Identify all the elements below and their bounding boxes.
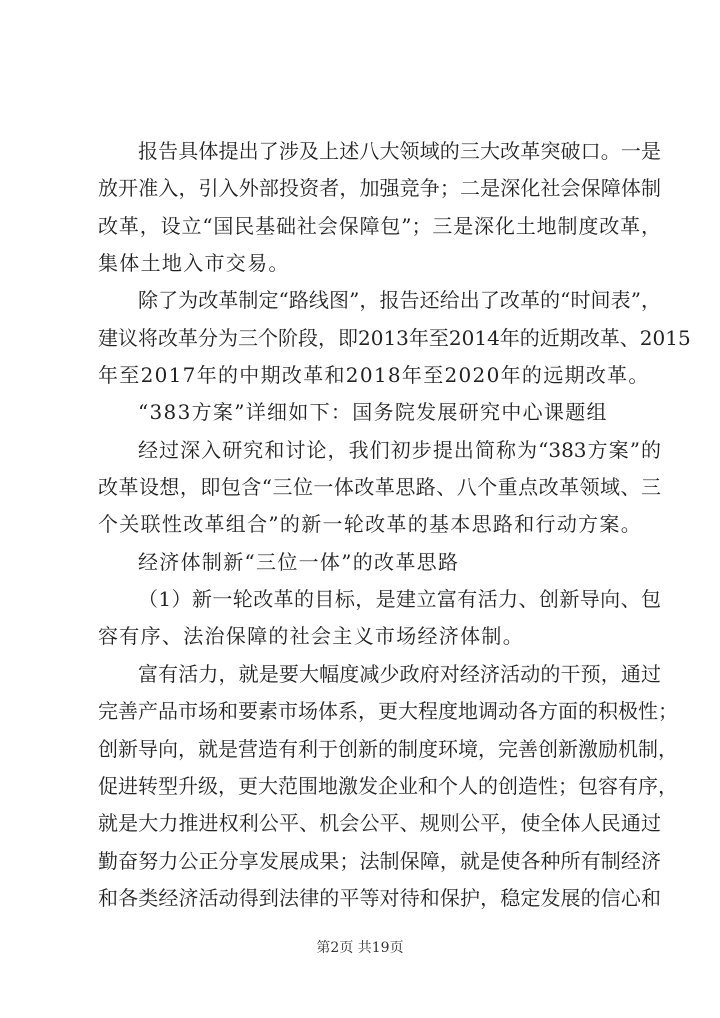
text-line: 除了为改革制定“路线图”，报告还给出了改革的“时间表”， bbox=[138, 288, 661, 313]
page-footer: 第2页 共19页 bbox=[316, 940, 404, 956]
text-line: 经过深入研究和讨论，我们初步提出简称为“383方案”的 bbox=[138, 437, 661, 462]
text-line: 经济体制新“三位一体”的改革思路 bbox=[138, 549, 460, 574]
text-line: 容有序、法治保障的社会主义市场经济体制。 bbox=[98, 624, 524, 649]
text-line: 完善产品市场和要素市场体系，更大程度地调动各方面的积极性； bbox=[98, 699, 678, 724]
text-line: 建议将改革分为三个阶段，即2013年至2014年的近期改革、2015 bbox=[98, 325, 691, 350]
text-line: 勤奋努力公正分享发展成果；法制保障，就是使各种所有制经济 bbox=[98, 848, 661, 873]
text-line: 改革设想，即包含“三位一体改革思路、八个重点改革领域、三 bbox=[98, 475, 661, 500]
text-line: 就是大力推进权利公平、机会公平、规则公平，使全体人民通过 bbox=[98, 811, 661, 836]
text-line: 放开准入，引入外部投资者，加强竞争；二是深化社会保障体制 bbox=[98, 176, 661, 201]
text-line: 和各类经济活动得到法律的平等对待和保护，稳定发展的信心和 bbox=[98, 885, 661, 910]
text-line: 富有活力，就是要大幅度减少政府对经济活动的干预，通过 bbox=[138, 661, 661, 686]
text-line: 促进转型升级，更大范围地激发企业和个人的创造性；包容有序， bbox=[98, 773, 678, 798]
text-line: 创新导向，就是营造有利于创新的制度环境，完善创新激励机制， bbox=[98, 736, 678, 761]
text-line: 年至2017年的中期改革和2018年至2020年的远期改革。 bbox=[98, 363, 650, 388]
text-line: 报告具体提出了涉及上述八大领域的三大改革突破口。一是 bbox=[138, 139, 661, 163]
text-line: 个关联性改革组合”的新一轮改革的基本思路和行动方案。 bbox=[98, 512, 643, 537]
text-line: （1）新一轮改革的目标，是建立富有活力、创新导向、包 bbox=[138, 587, 661, 612]
text-line: “383方案”详细如下：国务院发展研究中心课题组 bbox=[138, 400, 608, 425]
body-text bbox=[98, 133, 691, 917]
text-line: 改革，设立“国民基础社会保障包”；三是深化土地制度改革， bbox=[98, 213, 661, 238]
text-line: 集体土地入市交易。 bbox=[98, 251, 290, 276]
